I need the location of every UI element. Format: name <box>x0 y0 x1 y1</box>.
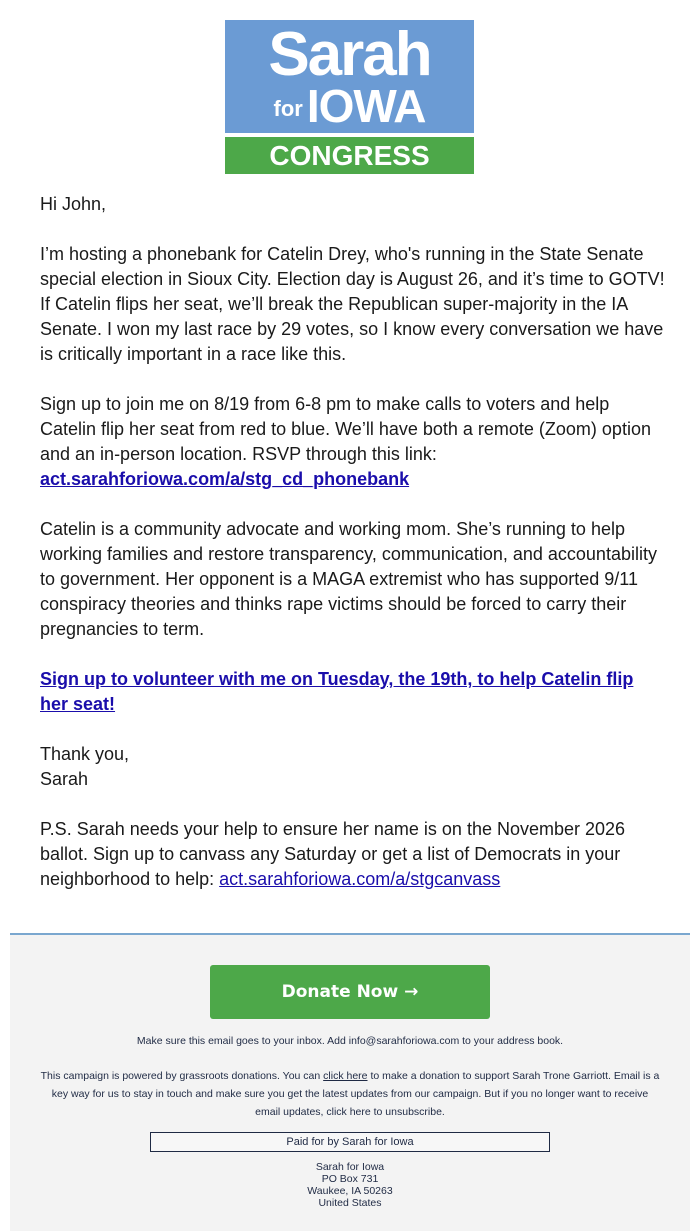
phonebank-link[interactable]: act.sarahforiowa.com/a/stg_cd_phonebank <box>40 469 410 489</box>
signoff-name: Sarah <box>40 769 89 789</box>
volunteer-cta-link[interactable]: Sign up to volunteer with me on Tuesday, the 19th, to help Catelin flip her seat! <box>40 669 634 714</box>
logo-name: Sarah <box>268 20 431 89</box>
logo-office: CONGRESS <box>269 140 430 171</box>
logo-state: IOWA <box>306 80 426 132</box>
paragraph-signup <box>40 392 665 492</box>
ps-text: P.S. Sarah needs your help to ensure her name is on the November 2026 ballot. Sign up to canvass any Saturday or get a list of Democrats in your neighborhood to help: <box>40 819 626 889</box>
greeting: Hi John, <box>40 194 107 214</box>
address-line-2: PO Box 731 <box>321 1173 379 1185</box>
signup-text: Sign up to join me on 8/19 from 6-8 pm to make calls to voters and help Catelin flip her seat from red to blue. We’ll have both a remote (Zoom) option and an in-person location. RSVP through this link: <box>40 394 651 464</box>
logo-for-iowa <box>225 82 474 130</box>
paragraph-ps <box>40 817 665 892</box>
email-body <box>40 192 665 917</box>
signoff-thanks: Thank you, <box>40 744 130 764</box>
donate-now-button[interactable]: Donate Now → <box>210 965 490 1019</box>
paragraph-intro: I’m hosting a phonebank for Catelin Drey, who's running in the State Senate special election in Sioux City. Election day is August 26, and it’s time to GOTV! If Catelin flips her seat, we’ll break the Republican super-majority in the IA Senate. I won my last race by 29 votes, so I know every conversation we have is critically important in a race like this. <box>40 244 665 364</box>
canvass-link[interactable]: act.sarahforiowa.com/a/stgcanvass <box>219 869 501 889</box>
address-line-4: United States <box>318 1197 382 1209</box>
powered-pre: This campaign is powered by grassroots donations. You can <box>40 1070 321 1082</box>
logo-for: for <box>273 96 303 121</box>
paragraph-cta <box>40 667 665 717</box>
signoff <box>40 742 665 792</box>
paid-for-disclaimer: Paid for by Sarah for Iowa <box>150 1132 550 1152</box>
email-footer <box>10 933 690 1231</box>
campaign-logo <box>225 20 474 174</box>
paragraph-candidate: Catelin is a community advocate and working mom. She’s running to help working families and restore transparency, communication, and accountability to government. Her opponent is a MAGA extremist who has supported 9/11 conspiracy theories and thinks rape victims should be forced to carry their pregnancies to term. <box>40 519 657 639</box>
mailing-address <box>10 1161 690 1209</box>
inbox-note: Make sure this email goes to your inbox. Add info@sarahforiowa.com to your address book. <box>136 1035 564 1047</box>
address-line-1: Sarah for Iowa <box>315 1161 385 1173</box>
address-line-3: Waukee, IA 50263 <box>307 1185 393 1197</box>
donate-click-here-link[interactable]: click here <box>323 1070 368 1082</box>
powered-by-note <box>40 1067 660 1121</box>
powered-post: to make a donation to support Sarah Trone Garriott. Email is a key way for us to stay in touch and make sure you get the latest updates from our campaign. But if you no longer want to receive email updates, click here to unsubscribe. <box>51 1070 660 1118</box>
